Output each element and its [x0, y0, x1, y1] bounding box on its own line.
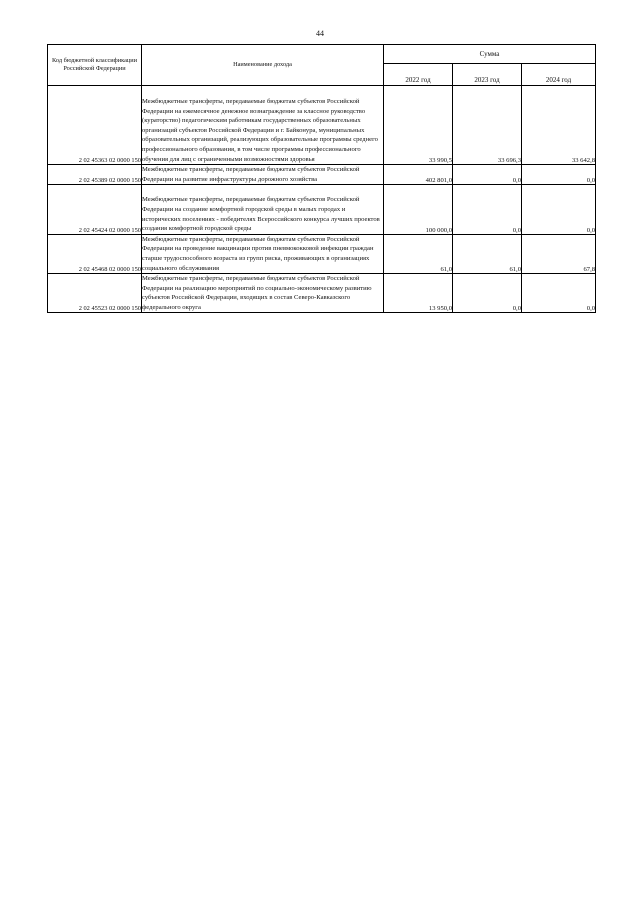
revenue-table	[47, 44, 596, 313]
table-row	[48, 274, 596, 313]
row-value-2023: 0,0	[453, 274, 522, 313]
row-value-2024: 67,8	[522, 234, 596, 273]
header-code: Код бюджетной классификации Российской Федерации	[48, 45, 142, 86]
page-number: 44	[316, 29, 324, 38]
row-code: 2 02 45523 02 0000 150	[48, 274, 142, 313]
header-name: Наименование дохода	[142, 45, 384, 86]
row-value-2023: 33 696,3	[453, 86, 522, 165]
header-sum: Сумма	[384, 45, 596, 64]
table-row	[48, 86, 596, 165]
row-name: Межбюджетные трансферты, передаваемые бюджетам субъектов Российской Федерации на развитие инфраструктуры дорожного хозяйства	[142, 165, 384, 185]
row-name: Межбюджетные трансферты, передаваемые бюджетам субъектов Российской Федерации на ежемесячное денежное вознаграждение за классное руководство (кураторство) педагогическим работникам государственных образовательных организаций субъектов Российской Федерации и г. Байконура, муниципальных образовательных организаций, реализующих образовательные программы среднего профессионального образования, в том числе программы профессионального обучения для лиц с ограниченными возможностями здоровья	[142, 86, 384, 165]
row-value-2022: 13 950,0	[384, 274, 453, 313]
row-code: 2 02 45389 02 0000 150	[48, 165, 142, 185]
header-year-2023: 2023 год	[453, 64, 522, 86]
row-value-2022: 100 000,0	[384, 185, 453, 234]
row-value-2022: 61,0	[384, 234, 453, 273]
row-code: 2 02 45424 02 0000 150	[48, 185, 142, 234]
row-name: Межбюджетные трансферты, передаваемые бюджетам субъектов Российской Федерации на проведение вакцинации против пневмококковой инфекции граждан старше трудоспособного возраста из групп риска, проживающих в организациях социального обслуживания	[142, 234, 384, 273]
table-row	[48, 165, 596, 185]
header-year-2022: 2022 год	[384, 64, 453, 86]
row-value-2024: 0,0	[522, 274, 596, 313]
table-row	[48, 234, 596, 273]
header-year-2024: 2024 год	[522, 64, 596, 86]
row-value-2022: 402 801,0	[384, 165, 453, 185]
row-code: 2 02 45363 02 0000 150	[48, 86, 142, 165]
row-value-2023: 0,0	[453, 165, 522, 185]
row-value-2022: 33 990,5	[384, 86, 453, 165]
row-code: 2 02 45468 02 0000 150	[48, 234, 142, 273]
table-row	[48, 185, 596, 234]
row-value-2024: 0,0	[522, 165, 596, 185]
row-value-2023: 61,0	[453, 234, 522, 273]
row-value-2024: 0,0	[522, 185, 596, 234]
row-value-2023: 0,0	[453, 185, 522, 234]
row-name: Межбюджетные трансферты, передаваемые бюджетам субъектов Российской Федерации на реализацию мероприятий по социально-экономическому развитию субъектов Российской Федерации, входящих в состав Северо-Кавказского федерального округа	[142, 274, 384, 313]
row-name: Межбюджетные трансферты, передаваемые бюджетам субъектов Российской Федерации на создание комфортной городской среды в малых городах и исторических поселениях - победителях Всероссийского конкурса лучших проектов создания комфортной городской среды	[142, 185, 384, 234]
row-value-2024: 33 642,8	[522, 86, 596, 165]
